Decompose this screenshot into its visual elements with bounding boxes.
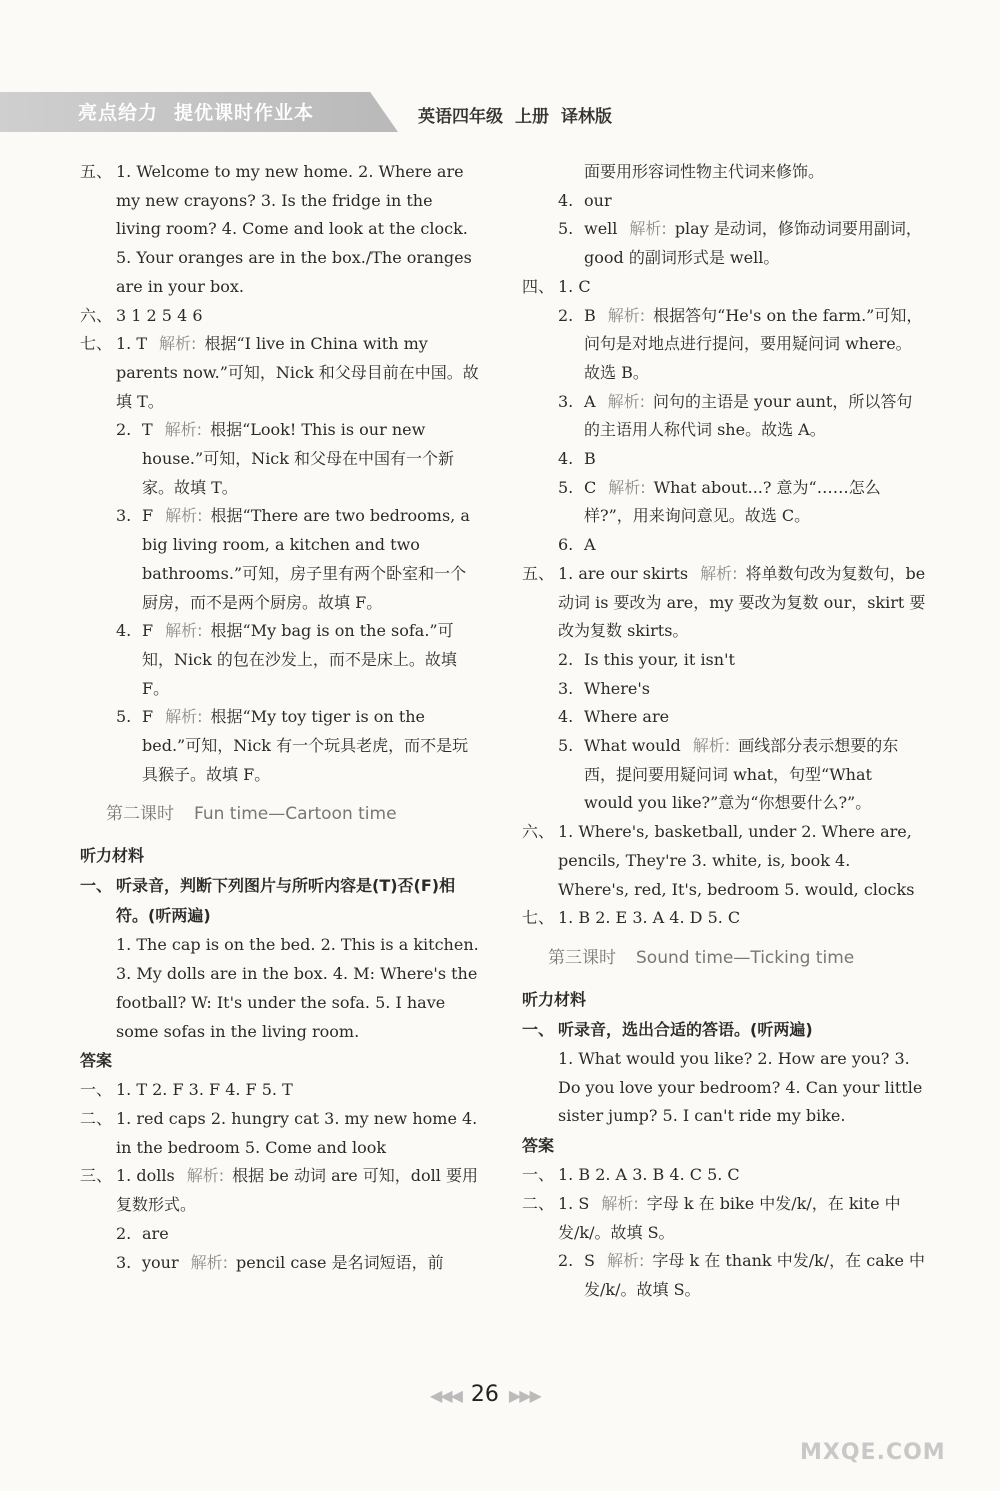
item-number: 1. (116, 334, 132, 354)
item-number: 3. (116, 506, 132, 526)
section-text: 1. B 2. E 3. A 4. D 5. C (558, 908, 741, 928)
item-number: 1. (558, 563, 574, 583)
item-number: 2. (558, 1251, 574, 1271)
section-7-right (522, 904, 926, 933)
section-mark: 五、 (522, 563, 555, 583)
section-mark: 七、 (80, 334, 113, 354)
section-5-right (522, 560, 926, 818)
analysis-text: 字母 k 在 thank 中发/k/，在 cake 中发/k/。故填 S。 (584, 1251, 926, 1299)
answer-text: 1. B 2. A 3. B 4. C 5. C (558, 1165, 740, 1185)
analysis-text: 画线部分表示想要的东西，提问要用疑问词 what，句型“What would you like?”意为“你想要什么?”。 (584, 736, 899, 813)
answer-2 (80, 1105, 482, 1162)
answer-1 (522, 1161, 926, 1190)
item-answer: B (584, 305, 596, 325)
analysis-label: 解析: (700, 563, 738, 583)
analysis-label: 解析: (606, 1251, 645, 1271)
item-number: 1. (558, 1193, 574, 1213)
item-answer: F (142, 621, 154, 641)
header-brand-area (78, 98, 330, 125)
item-answer: A (584, 391, 596, 411)
lesson-number: 第三课时 (548, 947, 616, 968)
answer-2 (522, 1190, 926, 1247)
item-number: 4. (558, 190, 574, 210)
item-number: 2. (116, 420, 132, 440)
item-answer: What would (584, 736, 681, 756)
analysis-label: 解析: (186, 1166, 225, 1186)
analysis-text: What about...? 意为“……怎么样?”，用来询问意见。故选 C。 (584, 477, 881, 526)
question-1-title (80, 871, 482, 931)
list-item (522, 1247, 926, 1304)
header-volume: 上册 (515, 107, 549, 127)
item-answer: C (578, 276, 591, 296)
section-mark: 四、 (522, 276, 555, 296)
section-mark: 一、 (522, 1165, 555, 1185)
question-text: 听录音，选出合适的答语。(听两遍) (558, 1019, 813, 1039)
item-number: 1. (558, 276, 574, 296)
left-column (80, 158, 482, 1277)
analysis-text: 根据“Look! This is our new house.”可知，Nick 和父母在中国有一个新家。故填 T。 (142, 420, 455, 497)
list-item (80, 617, 482, 703)
analysis-label: 解析: (164, 420, 203, 440)
header-book-info (418, 102, 624, 127)
item-answer: S (578, 1193, 590, 1213)
page-number: 26 (470, 1382, 499, 1407)
item-answer: F (142, 506, 154, 526)
item-number: 5. (116, 707, 132, 727)
section-mark: 一、 (80, 1080, 113, 1100)
item-answer: Is this your, it isn't (584, 649, 735, 669)
listening-script: 1. The cap is on the bed. 2. This is a kitchen. 3. My dolls are in the box. 4. M: Where's the football? W: It's under the sofa. 5. I have some sofas in the living room. (116, 935, 479, 1041)
item-number: 3. (558, 678, 574, 698)
section-mark: 一、 (522, 1019, 555, 1039)
section-7 (80, 330, 482, 789)
item-answer: Where are (584, 707, 670, 727)
section-mark: 五、 (80, 162, 113, 181)
analysis-text: 根据“My bag is on the sofa.”可知，Nick 的包在沙发上，而不是床上。故填 F。 (142, 621, 457, 698)
header-subject: 英语四年级 (418, 107, 503, 127)
item-answer: your (142, 1252, 179, 1272)
item-number: 5. (558, 477, 574, 497)
list-item (522, 187, 926, 216)
listening-title: 听力材料 (522, 989, 587, 1009)
analysis-label: 解析: (190, 1252, 229, 1272)
header-series: 提优课时作业本 (174, 102, 315, 124)
item-answer: A (584, 535, 596, 555)
list-item (522, 302, 926, 388)
list-item (80, 1220, 482, 1249)
lesson-number: 第二课时 (106, 804, 174, 825)
item-number: 3. (558, 391, 574, 411)
listening-script: 1. What would you like? 2. How are you? 3. Do you love your bedroom? 4. Can your little sister jump? 5. I can't ride my bike. (558, 1048, 923, 1126)
item-answer: are our skirts (578, 563, 689, 583)
section-mark: 三、 (80, 1166, 113, 1186)
continued-text: 面要用形容词性物主代词来修饰。 (584, 162, 825, 181)
next-arrows-icon: ▶▶▶ (508, 1386, 540, 1405)
section-6-right (522, 818, 926, 904)
answers-title: 答案 (522, 1136, 555, 1156)
analysis-text: 字母 k 在 bike 中发/k/，在 kite 中发/k/。故填 S。 (558, 1193, 901, 1242)
answer-3 (80, 1162, 482, 1219)
item-number: 2. (558, 305, 574, 325)
list-item (522, 732, 926, 818)
list-item (522, 215, 926, 272)
analysis-label: 解析: (607, 305, 646, 325)
section-text: 1. Welcome to my new home. 2. Where are my new crayons? 3. Is the fridge in the living room? 4. Come and look at the clock. 5. Your oranges are in the box./The oranges are in your box. (116, 162, 472, 296)
item-number: 4. (116, 621, 132, 641)
section-mark: 六、 (522, 822, 555, 842)
list-item (80, 1249, 482, 1278)
list-item (522, 474, 926, 531)
analysis-text: 根据“There are two bedrooms, a big living room, a kitchen and two bathrooms.”可知，房子里有两个卧室和一个厨房，而不是两个厨房。故填 F。 (142, 506, 470, 612)
analysis-label: 解析: (601, 1193, 639, 1213)
watermark: MXQE.COM (800, 1440, 946, 1465)
item-number: 5. (558, 219, 574, 239)
list-item (522, 703, 926, 732)
list-item (80, 703, 482, 789)
section-mark: 七、 (522, 908, 555, 928)
section-text: 3 1 2 5 4 6 (116, 305, 203, 325)
lesson-title: Fun time—Cartoon time (194, 804, 397, 825)
analysis-label: 解析: (607, 391, 645, 411)
header-brand: 亮点给力 (78, 102, 159, 124)
item-answer: S (584, 1251, 595, 1271)
item-answer: T (142, 420, 153, 440)
item-number: 3. (116, 1252, 132, 1272)
lesson-3-heading (548, 943, 926, 973)
list-item (80, 416, 482, 502)
answer-1 (80, 1076, 482, 1105)
list-item (522, 388, 926, 445)
item-number: 4. (558, 707, 574, 727)
section-text: 1. Where's, basketball, under 2. Where are, pencils, They're 3. white, is, book 4. Where's, red, It's, bedroom 5. would, clocks (558, 822, 915, 899)
item-number: 4. (558, 449, 574, 469)
item-answer: C (584, 477, 597, 497)
analysis-label: 解析: (165, 707, 203, 727)
lesson-title: Sound time—Ticking time (636, 947, 855, 968)
item-number: 6. (558, 535, 574, 555)
question-text: 听录音，判断下列图片与所听内容是(T)否(F)相符。(听两遍) (116, 876, 456, 926)
answer-text: 1. red caps 2. hungry cat 3. my new home 4. in the bedroom 5. Come and look (116, 1108, 478, 1157)
analysis-label: 解析: (159, 334, 197, 354)
analysis-label: 解析: (165, 621, 203, 641)
analysis-label: 解析: (165, 506, 203, 526)
item-answer: F (142, 707, 154, 727)
item-number: 1. (116, 1166, 132, 1186)
analysis-text: 根据 be 动词 are 可知，doll 要用复数形式。 (116, 1166, 479, 1215)
list-item (522, 646, 926, 675)
item-answer: are (142, 1223, 169, 1243)
list-item (80, 502, 482, 617)
section-mark: 二、 (522, 1193, 555, 1213)
listening-title: 听力材料 (80, 846, 145, 866)
item-answer: B (584, 449, 596, 469)
lesson-2-heading (106, 799, 482, 829)
item-number: 2. (116, 1223, 132, 1243)
analysis-text: 问句的主语是 your aunt，所以答句的主语用人称代词 she。故选 A。 (584, 391, 913, 440)
page-footer (420, 1382, 550, 1407)
prev-arrows-icon: ◀◀◀ (430, 1386, 461, 1405)
analysis-label: 解析: (608, 477, 646, 497)
analysis-text: play 是动词，修饰动词要用副词，good 的副词形式是 well。 (584, 219, 922, 268)
section-mark: 六、 (80, 305, 113, 325)
analysis-text: 根据答句“He's on the farm.”可知，问句是对地点进行提问，要用疑问词 where。故选 B。 (584, 305, 923, 382)
question-1-title (522, 1015, 926, 1045)
list-item (522, 675, 926, 704)
analysis-label: 解析: (692, 736, 731, 756)
list-item (522, 531, 926, 560)
analysis-text: 根据“I live in China with my parents now.”可知，Nick 和父母目前在中国。故填 T。 (116, 334, 479, 411)
section-6 (80, 302, 482, 331)
answers-title: 答案 (80, 1051, 113, 1071)
right-column (522, 158, 926, 1305)
item-answer: our (584, 190, 612, 210)
item-answer: dolls (136, 1166, 175, 1186)
analysis-text: 将单数句改为复数句，be 动词 is 要改为 are，my 要改为复数 our，skirt 要改为复数 skirts。 (558, 563, 926, 641)
section-4 (522, 273, 926, 560)
section-5 (80, 158, 482, 302)
analysis-text: pencil case 是名词短语，前 (236, 1252, 444, 1272)
section-mark: 二、 (80, 1108, 113, 1128)
header-edition: 译林版 (561, 107, 612, 127)
section-mark: 一、 (80, 876, 113, 896)
item-answer: well (584, 219, 618, 239)
item-number: 2. (558, 649, 574, 669)
item-answer: Where's (584, 678, 650, 698)
analysis-label: 解析: (629, 219, 667, 239)
answer-text: 1. T 2. F 3. F 4. F 5. T (116, 1080, 293, 1100)
analysis-text: 根据“My toy tiger is on the bed.”可知，Nick 有一个玩具老虎，而不是玩具猴子。故填 F。 (142, 707, 469, 784)
item-answer: T (136, 334, 148, 354)
list-item (522, 445, 926, 474)
item-number: 5. (558, 736, 574, 756)
